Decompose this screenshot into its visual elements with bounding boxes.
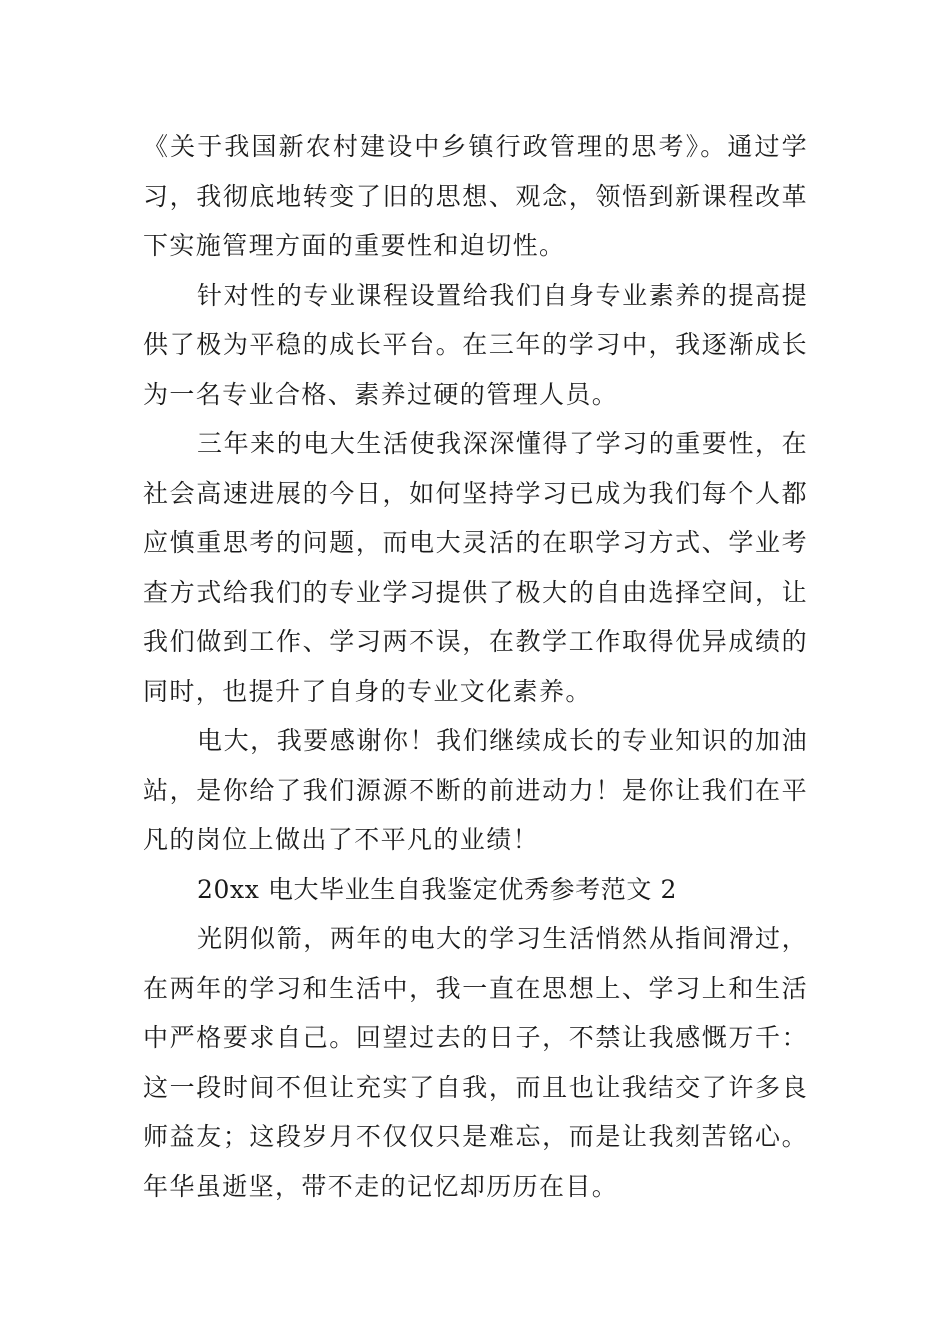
paragraph-gratitude: 电大，我要感谢你！我们继续成长的专业知识的加油站，是你给了我们源源不断的前进动力！是你让我们在平凡的岗位上做出了不平凡的业绩！ (143, 726, 808, 854)
section-heading: 20xx 电大毕业生自我鉴定优秀参考范文 2 (197, 874, 678, 904)
paragraph-reflection: 光阴似箭，两年的电大的学习生活悄然从指间滑过，在两年的学习和生活中，我一直在思想上、学习上和生活中严格要求自己。回望过去的日子，不禁让我感慨万千：这一段时间不但让充实了自我，而且也让我结交了许多良师益友；这段岁月不仅仅只是难忘，而是让我刻苦铭心。年华虽逝坚，带不走的记忆却历历在目。 (143, 924, 808, 1201)
paragraph-continuation: 《关于我国新农村建设中乡镇行政管理的思考》。通过学习，我彻底地转变了旧的思想、观念，领悟到新课程改革下实施管理方面的重要性和迫切性。 (143, 132, 808, 260)
paragraph-curriculum: 针对性的专业课程设置给我们自身专业素养的提高提供了极为平稳的成长平台。在三年的学习中，我逐渐成长为一名专业合格、素养过硬的管理人员。 (143, 280, 808, 409)
paragraph-learning: 三年来的电大生活使我深深懂得了学习的重要性，在社会高速进展的今日，如何坚持学习已成为我们每个人都应慎重思考的问题，而电大灵活的在职学习方式、学业考查方式给我们的专业学习提供了极大的自由选择空间，让我们做到工作、学习两不误，在教学工作取得优异成绩的同时，也提升了自身的专业文化素养。 (143, 429, 808, 706)
document-body (143, 122, 808, 1211)
